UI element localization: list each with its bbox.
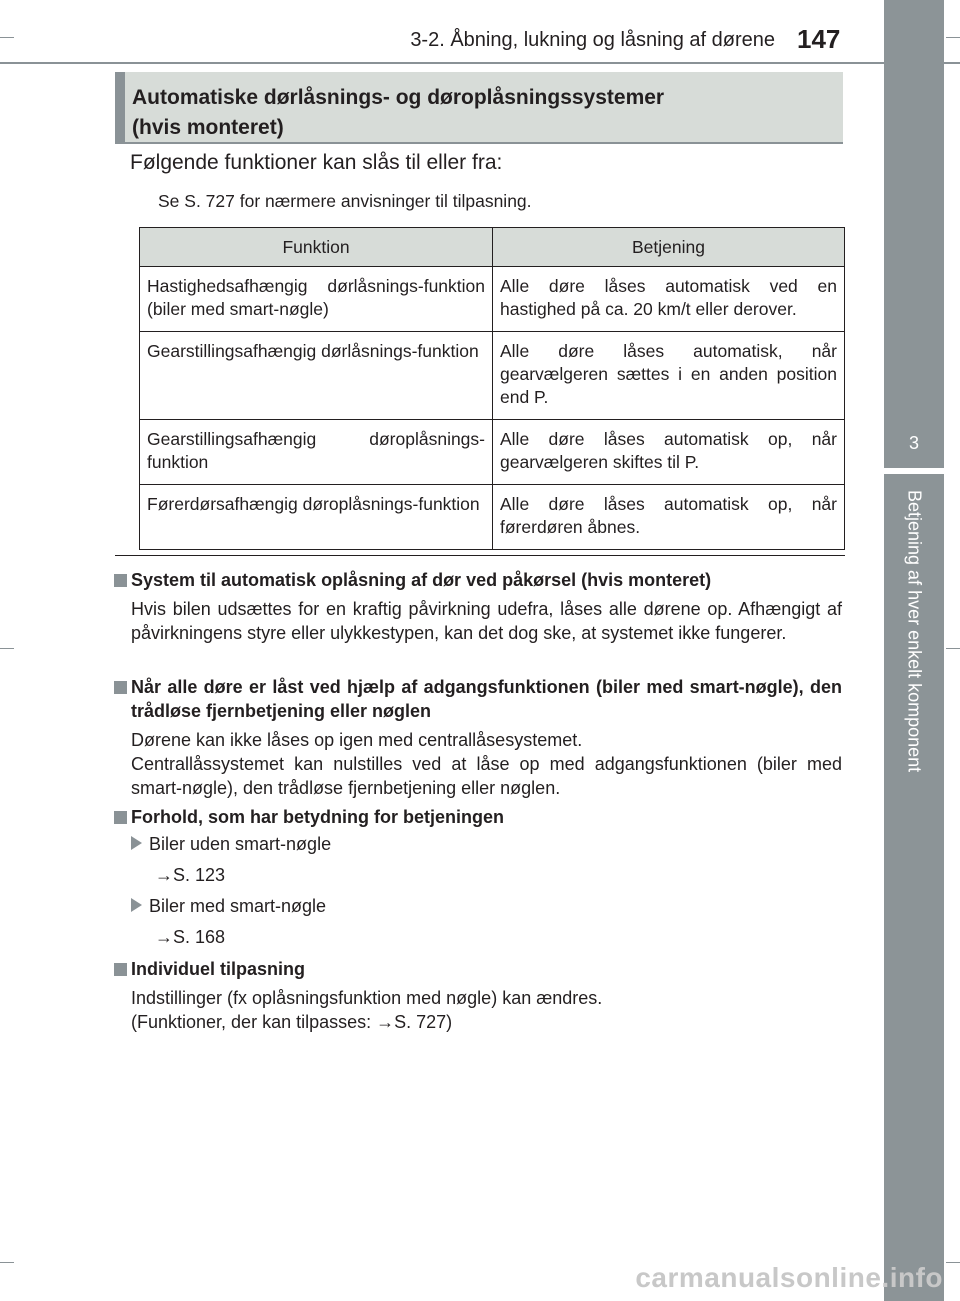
list-item — [131, 834, 331, 855]
chapter-number: 3 — [908, 433, 919, 453]
subsection-title — [112, 957, 842, 981]
table-row — [140, 332, 845, 420]
watermark: carmanualsonline.info — [635, 1262, 943, 1293]
crop-mark — [946, 37, 960, 38]
chapter-number-tab — [884, 0, 944, 468]
table-cell-operation: Alle døre låses automatisk, når gearvælgeren sættes i en anden position end P. — [493, 332, 845, 420]
table-row — [140, 420, 845, 485]
subsection-title-text: Forhold, som har betydning for betjeningen — [131, 807, 504, 827]
subsection-customization — [112, 957, 842, 1034]
page-reference-link[interactable]: →S. 168 — [155, 927, 226, 947]
subsection-locked-doors — [112, 675, 842, 800]
crop-mark — [0, 648, 14, 649]
section-header — [115, 72, 843, 144]
chapter-title-tab — [884, 474, 944, 1301]
running-header-title: 3-2. Åbning, lukning og låsning af dørene — [410, 29, 775, 51]
page-reference-link[interactable]: →S. 123 — [155, 865, 226, 885]
subsection-title — [112, 568, 842, 592]
table-cell-function: Førerdørsafhængig døroplåsnings-funktion — [140, 485, 493, 550]
triangle-bullet-icon — [131, 836, 142, 850]
list-item-label: Biler med smart-nøgle — [149, 896, 327, 916]
subsection-body — [112, 728, 842, 800]
subsection-operating-conditions — [112, 805, 842, 829]
table-cell-function: Gearstillingsafhængig døroplåsnings-funktion — [140, 420, 493, 485]
square-bullet-icon — [114, 963, 127, 976]
subsection-title — [112, 675, 842, 723]
subsection-body-line: Centrallåssystemet kan nulstilles ved at låse op med adgangsfunktionen (biler med smart-nøgle), den trådløse fjernbetjening eller nøglen. — [131, 754, 842, 798]
table-cell-function: Hastighedsafhængig dørlåsnings-funktion (biler med smart-nøgle) — [140, 267, 493, 332]
table-header-row — [140, 228, 845, 267]
subsection-body — [112, 986, 842, 1034]
section-divider — [115, 555, 845, 556]
section-intro: Følgende funktioner kan slås til eller fra: — [130, 151, 503, 174]
table-row — [140, 267, 845, 332]
subsection-title-text: Når alle døre er låst ved hjælp af adgangsfunktionen (biler med smart-nøgle), den trådløse fjernbetjening eller nøglen — [131, 677, 842, 721]
subsection-title — [112, 805, 842, 829]
section-header-accent — [115, 72, 125, 142]
column-header-operation: Betjening — [493, 228, 845, 267]
header-rule — [0, 62, 960, 64]
list-item-label: Biler uden smart-nøgle — [149, 834, 332, 854]
subsection-title-text: Individuel tilpasning — [131, 959, 306, 979]
subsection-crash-unlock — [112, 568, 842, 645]
square-bullet-icon — [114, 574, 127, 587]
chapter-title: Betjening af hver enkelt komponent — [904, 490, 925, 773]
subsection-body: Hvis bilen udsættes for en kraftig påvirkning udefra, låses alle dørene op. Afhængigt af påvirkningens styre eller ulykkestypen, kan det dog ske, at systemet ikke fungerer. — [131, 599, 842, 643]
square-bullet-icon — [114, 681, 127, 694]
table-row — [140, 485, 845, 550]
subsection-title-text: System til automatisk oplåsning af dør ved påkørsel (hvis monteret) — [131, 570, 712, 590]
table-cell-operation: Alle døre låses automatisk ved en hastighed på ca. 20 km/t eller derover. — [493, 267, 845, 332]
crop-mark — [946, 1262, 960, 1263]
subsection-body-line: Indstillinger (fx oplåsningsfunktion med nøgle) kan ændres. — [131, 988, 603, 1008]
square-bullet-icon — [114, 811, 127, 824]
crop-mark — [0, 37, 14, 38]
table-cell-operation: Alle døre låses automatisk op, når førerdøren åbnes. — [493, 485, 845, 550]
table-cell-operation: Alle døre låses automatisk op, når gearvælgeren skiftes til P. — [493, 420, 845, 485]
section-title-line-2: (hvis monteret) — [132, 116, 284, 139]
section-title-line-1: Automatiske dørlåsnings- og døroplåsningssystemer — [132, 86, 665, 109]
subsection-body-line: (Funktioner, der kan tilpasses: →S. 727) — [131, 1012, 453, 1032]
subsection-body-line: Dørene kan ikke låses op igen med centrallåsesystemet. — [131, 730, 583, 750]
function-table — [139, 227, 845, 550]
crop-mark — [946, 648, 960, 649]
triangle-bullet-icon — [131, 898, 142, 912]
page-number: 147 — [797, 24, 841, 54]
table-cell-function: Gearstillingsafhængig dørlåsnings-funktion — [140, 332, 493, 420]
list-item — [131, 896, 326, 917]
section-title — [132, 83, 664, 143]
section-note: Se S. 727 for nærmere anvisninger til tilpasning. — [158, 191, 532, 211]
column-header-function: Funktion — [140, 228, 493, 267]
